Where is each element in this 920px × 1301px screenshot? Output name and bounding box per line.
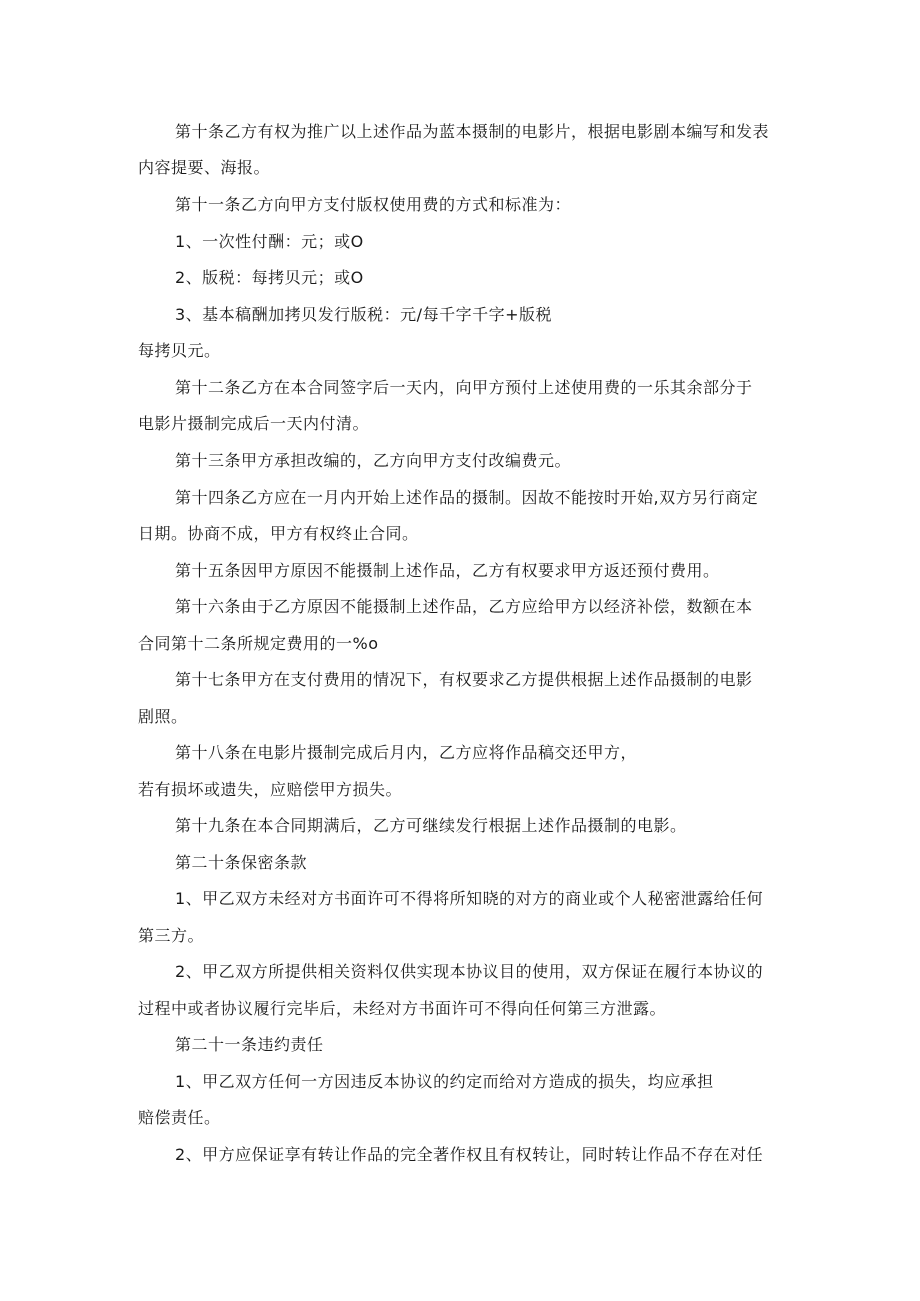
clause-16-line-2: 合同第十二条所规定费用的一%o: [138, 634, 379, 653]
clause-12-line-1: 第十二条乙方在本合同签字后一天内，向甲方预付上述使用费的一乐其余部分于: [175, 378, 753, 397]
clause-19: 第十九条在本合同期满后，乙方可继续发行根据上述作品摄制的电影。: [175, 816, 687, 835]
clause-20-heading: 第二十条保密条款: [175, 853, 308, 872]
clause-17-line-2: 剧照。: [138, 707, 188, 726]
clause-11-item-2: 2、版税：每拷贝元；或O: [175, 268, 364, 287]
clause-20-item-2-line-2: 过程中或者协议履行完毕后，未经对方书面许可不得向任何第三方泄露。: [138, 999, 667, 1018]
clause-20-item-1-line-1: 1、甲乙双方未经对方书面许可不得将所知晓的对方的商业或个人秘密泄露给任何: [175, 889, 764, 908]
clause-14-line-2: 日期。协商不成，甲方有权终止合同。: [138, 524, 419, 543]
clause-21-heading: 第二十一条违约责任: [175, 1035, 324, 1054]
clause-20-item-1-line-2: 第三方。: [138, 926, 205, 945]
clause-21-item-2-line-1: 2、甲方应保证享有转让作品的完全著作权且有权转让，同时转让作品不存在对任: [175, 1145, 764, 1164]
clause-12-line-2: 电影片摄制完成后一天内付清。: [138, 414, 370, 433]
clause-18-line-1: 第十八条在电影片摄制完成后月内，乙方应将作品稿交还甲方，: [175, 743, 638, 762]
clause-15: 第十五条因甲方原因不能摄制上述作品，乙方有权要求甲方返还预付费用。: [175, 561, 720, 580]
clause-11-heading: 第十一条乙方向甲方支付版权使用费的方式和标准为：: [175, 195, 572, 214]
clause-11-item-3-cont: 每拷贝元。: [138, 341, 221, 360]
clause-17-line-1: 第十七条甲方在支付费用的情况下，有权要求乙方提供根据上述作品摄制的电影: [175, 670, 753, 689]
clause-21-item-1-line-1: 1、甲乙双方任何一方因违反本协议的约定而给对方造成的损失，均应承担: [175, 1072, 714, 1091]
clause-14-line-1: 第十四条乙方应在一月内开始上述作品的摄制。因故不能按时开始,双方另行商定: [175, 488, 759, 507]
clause-21-item-1-line-2: 赔偿责任。: [138, 1108, 221, 1127]
clause-16-line-1: 第十六条由于乙方原因不能摄制上述作品，乙方应给甲方以经济补偿，数额在本: [175, 597, 753, 616]
clause-11-item-1: 1、一次性付酬：元；或O: [175, 232, 364, 251]
clause-20-item-2-line-1: 2、甲乙双方所提供相关资料仅供实现本协议目的使用，双方保证在履行本协议的: [175, 962, 764, 981]
clause-11-item-3: 3、基本稿酬加拷贝发行版税：元/每千字千字+版税: [175, 305, 552, 324]
clause-13: 第十三条甲方承担改编的，乙方向甲方支付改编费元。: [175, 451, 572, 470]
clause-10-line-2: 内容提要、海报。: [138, 158, 271, 177]
clause-10-line-1: 第十条乙方有权为推广以上述作品为蓝本摄制的电影片，根据电影剧本编写和发表: [175, 122, 770, 141]
clause-18-line-2: 若有损坏或遗失，应赔偿甲方损失。: [138, 780, 403, 799]
